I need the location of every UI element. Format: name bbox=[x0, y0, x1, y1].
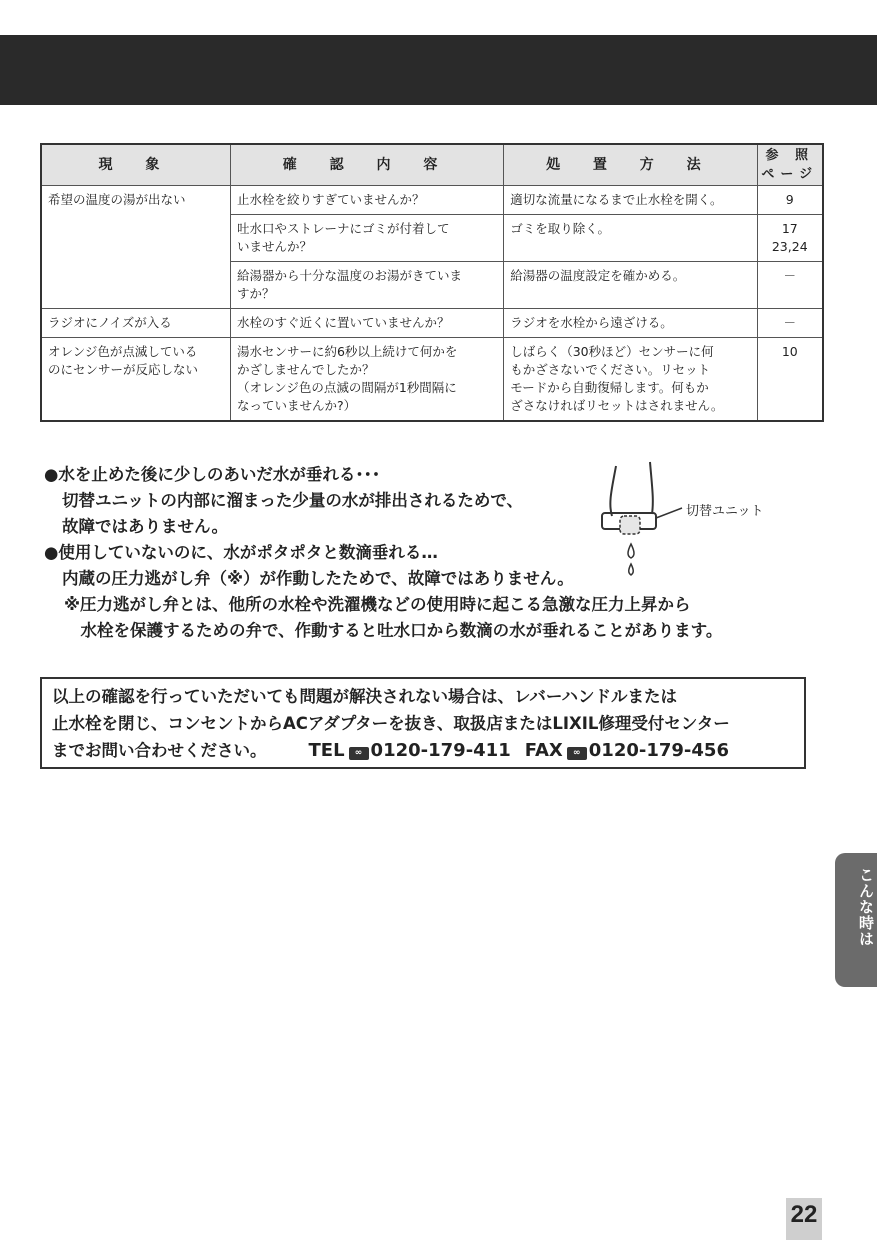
tel-label: TEL bbox=[308, 740, 345, 761]
diagram-label: 切替ユニット bbox=[686, 504, 764, 519]
fax-label: FAX bbox=[524, 740, 563, 761]
cell-check: 吐水口やストレーナにゴミが付着して いませんか？ bbox=[230, 215, 503, 262]
table-row bbox=[41, 186, 823, 215]
cell-action: 給湯器の温度設定を確かめる。 bbox=[504, 262, 757, 309]
cell-check: 湯水センサーに約6秒以上続けて何かを かざしませんでしたか？ （オレンジ色の点滅の間隔が1秒間隔に なっていませんか?） bbox=[230, 338, 503, 422]
free-dial-icon: ∞ bbox=[349, 747, 369, 760]
cell-check: 水栓のすぐ近くに置いていませんか？ bbox=[230, 309, 503, 338]
table-header-row bbox=[41, 144, 823, 186]
header-check: 確 認 内 容 bbox=[230, 144, 503, 186]
cell-action: ゴミを取り除く。 bbox=[504, 215, 757, 262]
cell-check: 給湯器から十分な温度のお湯がきていま すか？ bbox=[230, 262, 503, 309]
contact-line-3-text: までお問い合わせください。 bbox=[52, 741, 267, 760]
header-bar bbox=[0, 35, 877, 105]
free-dial-icon: ∞ bbox=[567, 747, 587, 760]
note1-body: 切替ユニットの内部に溜まった少量の水が排出されるためで、 故障ではありません。 bbox=[62, 491, 524, 536]
table-row bbox=[41, 338, 823, 422]
cell-symptom: 希望の温度の湯が出ない bbox=[41, 186, 230, 309]
switch-unit-diagram bbox=[598, 458, 798, 588]
header-action: 処 置 方 法 bbox=[504, 144, 757, 186]
cell-check: 止水栓を絞りすぎていませんか？ bbox=[230, 186, 503, 215]
tel-number: 0120-179-411 bbox=[370, 740, 511, 761]
cell-symptom: オレンジ色が点滅している のにセンサーが反応しない bbox=[41, 338, 230, 422]
note2-sub: ※圧力逃がし弁とは、他所の水栓や洗濯機などの使用時に起こる急激な圧力上昇から 水栓を保護するための弁で、作動すると吐水口から数滴の水が垂れることがあります。 bbox=[64, 595, 723, 640]
cell-ref: 17 23,24 bbox=[757, 215, 823, 262]
faucet-drip-illustration bbox=[598, 458, 798, 588]
header-reference-page: 参 照 ページ bbox=[757, 144, 823, 186]
note2-title: ●使用していないのに、水がポタポタと数滴垂れる… bbox=[44, 543, 438, 562]
note1-title: ●水を止めた後に少しのあいだ水が垂れる･･･ bbox=[44, 465, 381, 484]
cell-action: ラジオを水栓から遠ざける。 bbox=[504, 309, 757, 338]
cell-ref: 10 bbox=[757, 338, 823, 422]
troubleshooting-table bbox=[40, 143, 824, 422]
table-row bbox=[41, 309, 823, 338]
side-tab-label: こんな時は bbox=[857, 867, 875, 947]
page-number: 22 bbox=[786, 1198, 822, 1240]
contact-line-2: 止水栓を閉じ、コンセントからACアダプターを抜き、取扱店またはLIXIL修理受付センター bbox=[52, 714, 730, 733]
section-side-tab bbox=[835, 853, 877, 987]
contact-line-3 bbox=[52, 737, 804, 764]
cell-action: 適切な流量になるまで止水栓を開く。 bbox=[504, 186, 757, 215]
cell-symptom: ラジオにノイズが入る bbox=[41, 309, 230, 338]
contact-box bbox=[40, 677, 806, 769]
cell-ref: － bbox=[757, 309, 823, 338]
note2-body: 内蔵の圧力逃がし弁（※）が作動したためで、故障ではありません。 bbox=[62, 569, 574, 588]
contact-line-1: 以上の確認を行っていただいても問題が解決されない場合は、レバーハンドルまたは bbox=[52, 687, 678, 706]
fax-number: 0120-179-456 bbox=[588, 740, 729, 761]
cell-action: しばらく（30秒ほど）センサーに何 もかざさないでください。リセット モードから自動復帰します。何もか ざさなければリセットはされません。 bbox=[504, 338, 757, 422]
cell-ref: － bbox=[757, 262, 823, 309]
header-symptom: 現 象 bbox=[41, 144, 230, 186]
cell-ref: 9 bbox=[757, 186, 823, 215]
